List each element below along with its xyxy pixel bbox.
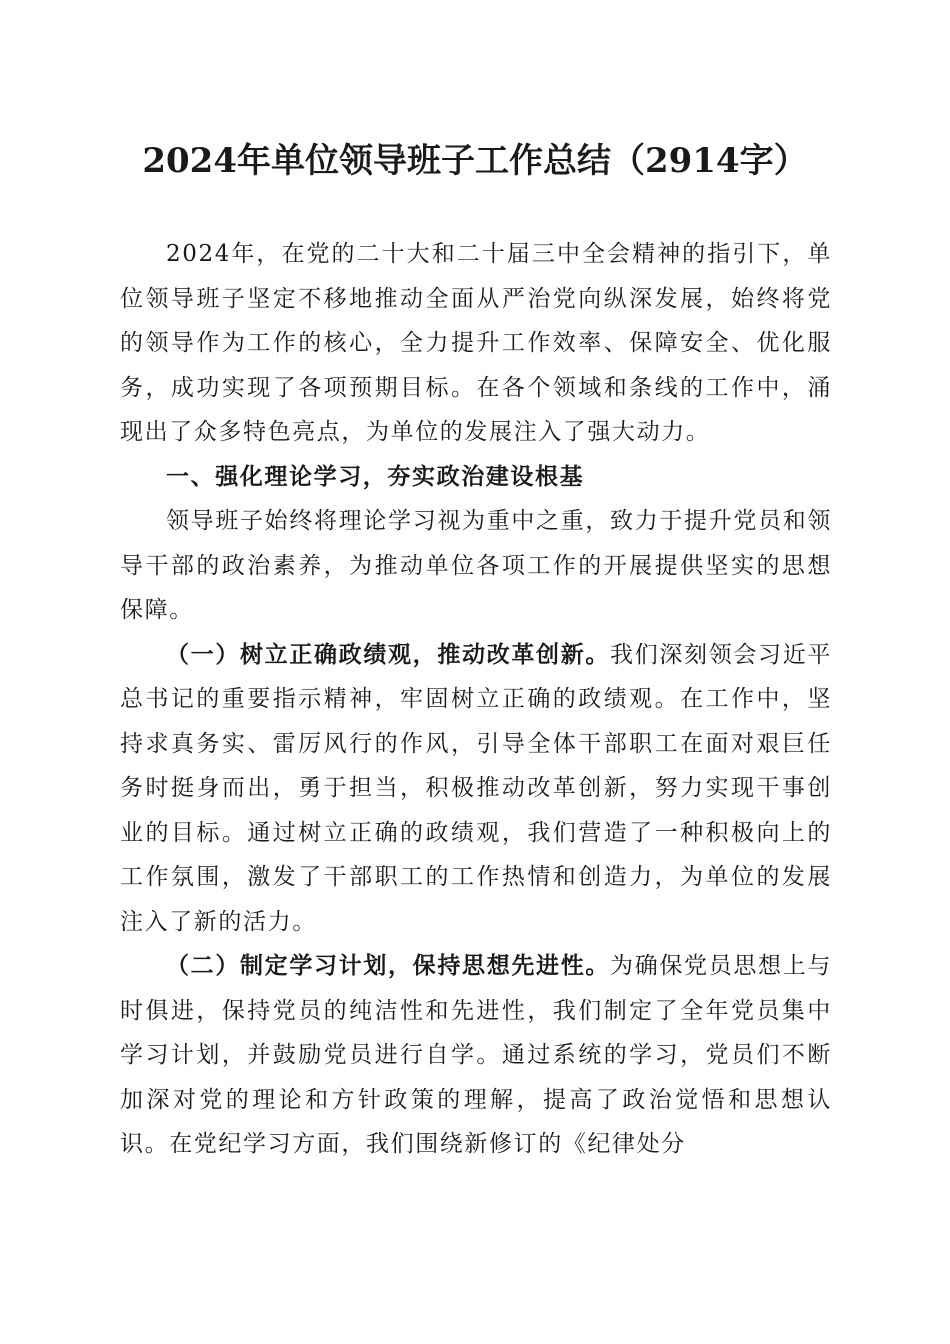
document-body xyxy=(120,232,832,1167)
section-heading-1: 一、强化理论学习，夯实政治建设根基 xyxy=(166,463,585,490)
subsection-2-text: 为确保党员思想上与时俱进，保持党员的纯洁性和先进性，我们制定了全年党员集中学习计划，并鼓励党员进行自学。通过系统的学习，党员们不断加深对党的理论和方针政策的理解，提高了政治觉悟和思想认识。在党纪学习方面，我们围绕新修订的《纪律处分 xyxy=(120,953,832,1157)
document-title: 2024年单位领导班子工作总结（2914字） xyxy=(142,141,808,181)
subsection-1-lead: （一）树立正确政绩观，推动改革创新。 xyxy=(166,640,611,668)
subsection-1-text: 我们深刻领会习近平总书记的重要指示精神，牢固树立正确的政绩观。在工作中，坚持求真务实、雷厉风行的作风，引导全体干部职工在面对艰巨任务时挺身而出，勇于担当，积极推动改革创新，努力实现干事创业的目标。通过树立正确的政绩观，我们营造了一种积极向上的工作氛围，激发了干部职工的工作热情和创造力，为单位的发展注入了新的活力。 xyxy=(120,641,832,935)
subsection-2-lead: （二）制定学习计划，保持思想先进性。 xyxy=(166,952,611,979)
section-1-paragraph: 领导班子始终将理论学习视为重中之重，致力于提升党员和领导干部的政治素养，为推动单位各项工作的开展提供坚实的思想保障。 xyxy=(120,508,832,623)
subsection-2-paragraph xyxy=(120,944,832,1167)
intro-paragraph: 2024年，在党的二十大和二十届三中全会精神的指引下，单位领导班子坚定不移地推动全面从严治党向纵深发展，始终将党的领导作为工作的核心，全力提升工作效率、保障安全、优化服务，成功实现了各项预期目标。在各个领域和条线的工作中，涌现出了众多特色亮点，为单位的发展注入了强大动力。 xyxy=(120,241,832,445)
subsection-1-paragraph xyxy=(120,633,832,945)
